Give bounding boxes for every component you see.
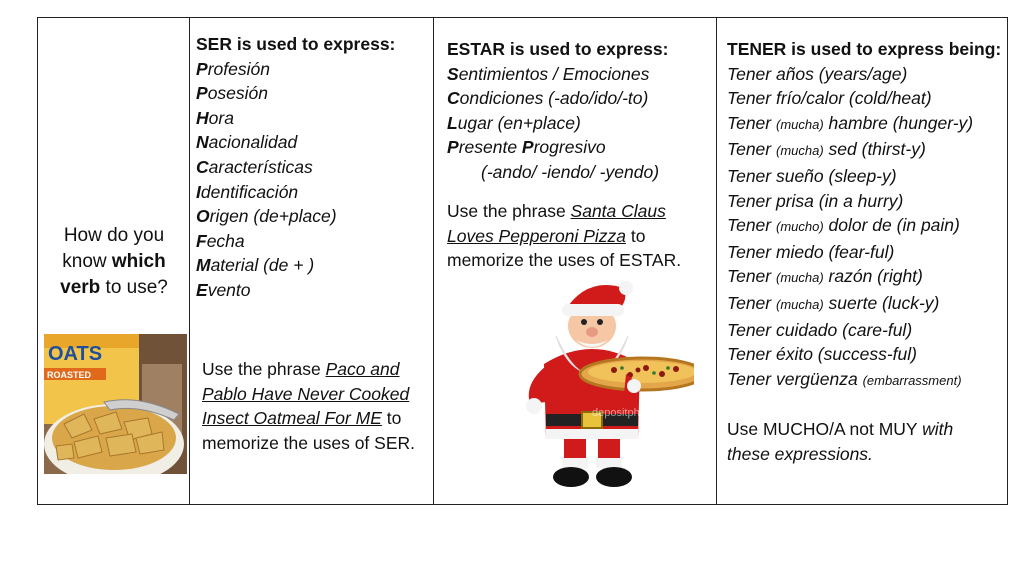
tener-item: Tener prisa (in a hurry)	[727, 190, 904, 211]
ser-item: Nacionalidad	[196, 132, 298, 153]
ser-item: Posesión	[196, 83, 269, 104]
ser-item: Profesión	[196, 58, 270, 79]
ser-list	[196, 57, 428, 303]
tener-item: Tener años (years/age)	[727, 63, 908, 84]
tener-item: Tener (mucho) dolor de (in pain)	[727, 215, 960, 236]
estar-mnemonic: Use the phrase Santa Claus Loves Pepperoni Pizza to memorize the uses of ESTAR.	[447, 201, 682, 271]
question-pre: How do you know	[62, 225, 165, 272]
tener-item: Tener (mucha) hambre (hunger-y)	[727, 112, 974, 133]
question-text	[44, 223, 184, 301]
tener-item: Tener frío/calor (cold/heat)	[727, 88, 932, 109]
ser-cell	[190, 18, 434, 504]
estar-mnemonic-phrase: Santa Claus Loves Pepperoni Pizza	[447, 201, 666, 246]
tener-item: Tener cuidado (care-ful)	[727, 319, 913, 340]
tener-item: Tener (mucha) razón (right)	[727, 266, 923, 287]
verb-table	[37, 17, 1008, 505]
tener-list	[727, 62, 1007, 394]
oats-box-sub: ROASTED	[47, 370, 92, 380]
oats-cereal-image	[44, 334, 187, 474]
santa-pizza-image	[516, 274, 694, 494]
ser-item: Identificación	[196, 181, 299, 202]
estar-item: Sentimientos / Emociones	[447, 63, 650, 84]
tener-note: Use MUCHO/A not MUY with these expressions.	[727, 419, 954, 464]
santa-watermark: depositphotos	[592, 407, 661, 419]
ser-item: Fecha	[196, 230, 245, 251]
ser-mnemonic: Use the phrase Paco and Pablo Have Never Cooked Insect Oatmeal For ME to memorize the uses of SER.	[202, 359, 415, 453]
oats-box-text: OATS	[48, 343, 103, 365]
tener-item: Tener (mucha) sed (thirst-y)	[727, 139, 926, 160]
estar-item: Lugar (en+place)	[447, 112, 581, 133]
ser-header: SER is used to express:	[196, 34, 396, 54]
tener-item: Tener miedo (fear-ful)	[727, 241, 895, 262]
estar-item: Presente Progresivo	[447, 137, 606, 158]
ser-item: Origen (de+place)	[196, 206, 337, 227]
tener-header: TENER is used to express being:	[727, 39, 1002, 59]
ser-item: Características	[196, 156, 313, 177]
tener-item: Tener vergüenza (embarrassment)	[727, 368, 962, 389]
tener-item: Tener éxito (success-ful)	[727, 344, 917, 365]
tener-item: Tener (mucha) suerte (luck-y)	[727, 292, 940, 313]
question-cell	[38, 18, 190, 504]
ser-block	[196, 32, 428, 303]
estar-cell	[434, 18, 717, 504]
estar-item: Condiciones (-ado/ido/-to)	[447, 88, 649, 109]
question-bold: which verb	[60, 251, 166, 298]
estar-sub: (-ando/ -iendo/ -yendo)	[481, 161, 660, 182]
tener-block	[727, 37, 1007, 393]
question-post: to use?	[100, 277, 168, 298]
ser-item: Evento	[196, 279, 251, 300]
estar-list	[447, 62, 709, 185]
estar-header: ESTAR is used to express:	[447, 39, 669, 59]
ser-item: Hora	[196, 107, 234, 128]
estar-block	[447, 37, 709, 185]
tener-item: Tener sueño (sleep-y)	[727, 165, 897, 186]
ser-item: Material (de + )	[196, 255, 315, 276]
ser-mnemonic-phrase: Paco and Pablo Have Never Cooked Insect Oatmeal For ME	[202, 359, 410, 429]
tener-cell	[717, 18, 1008, 504]
